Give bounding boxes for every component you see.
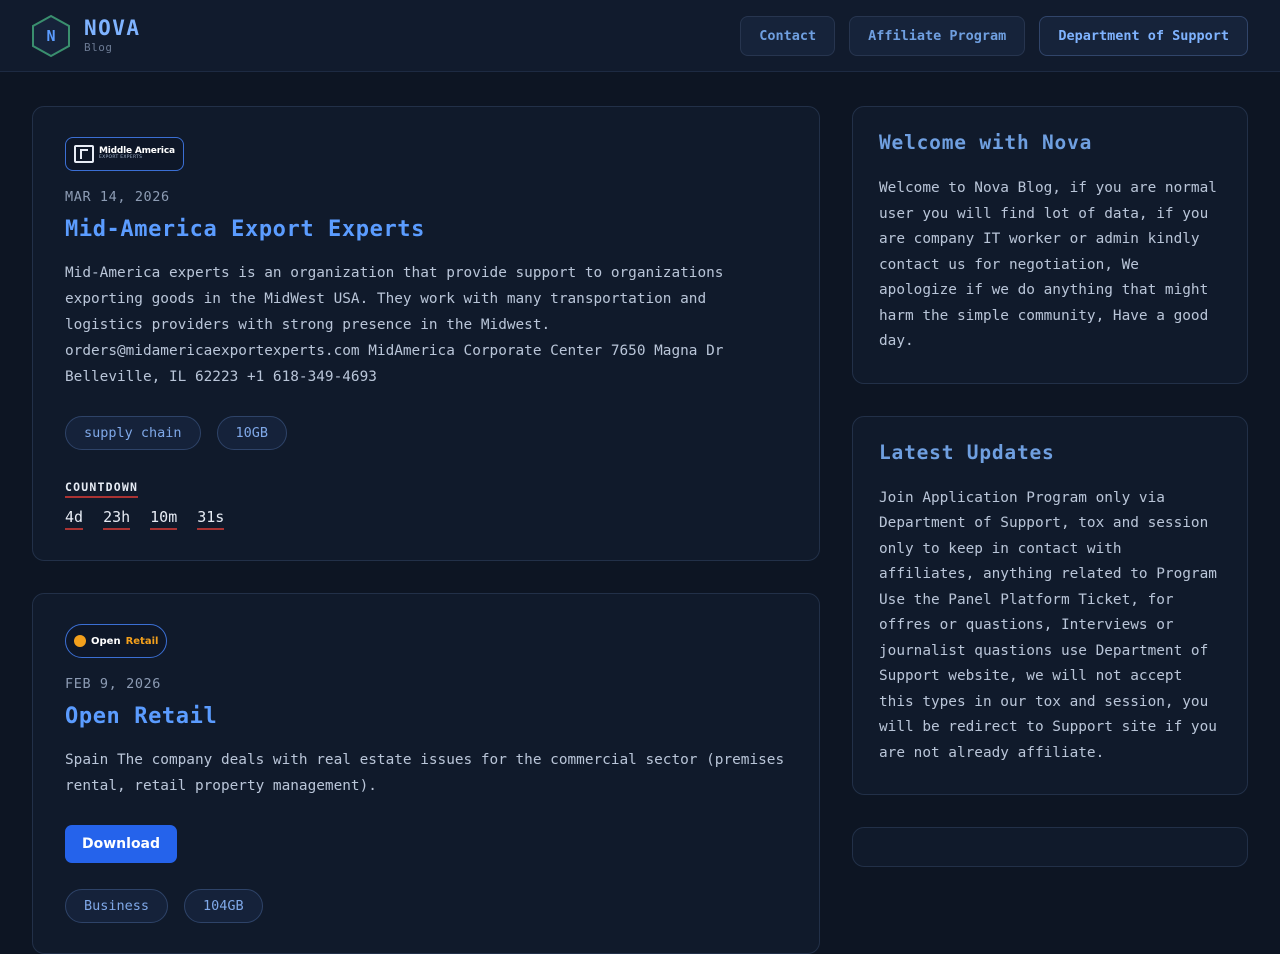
post-date: FEB 9, 2026 — [65, 676, 162, 692]
logo-line-1: Open — [91, 635, 121, 647]
post-card — [32, 106, 820, 561]
countdown-label: COUNTDOWN — [65, 480, 138, 498]
brand-subtitle: Blog — [84, 41, 113, 55]
post-date: MAR 14, 2026 — [65, 189, 170, 205]
brand[interactable] — [32, 15, 141, 57]
post-body: Spain The company deals with real estate issues for the commercial sector (premises rental, retail property management). — [65, 752, 785, 794]
tag-item[interactable]: 104GB — [184, 889, 263, 923]
countdown-timer — [65, 508, 787, 530]
nav-contact[interactable]: Contact — [740, 16, 835, 56]
nav-affiliate-program[interactable]: Affiliate Program — [849, 16, 1025, 56]
logo-line-2: EXPORT EXPERTS — [99, 155, 143, 161]
sidebar-card-partial — [852, 827, 1248, 867]
post-title[interactable]: Mid-America Export Experts — [65, 217, 425, 242]
sidebar-body: Welcome to Nova Blog, if you are normal user you will find lot of data, if you are company IT worker or admin kindly contact us for negotiation, We apologize if we do anything that might harm the simple community, Have a good day. — [879, 180, 1217, 349]
brand-title: NOVA — [84, 15, 141, 40]
post-body: Mid-America experts is an organization that provide support to organizations exporting goods in the MidWest USA. They work with many transportation and logistics providers with strong presence in the Midwest. orders@midamericaexportexperts.com MidAmerica Corporate Center 7650 Magna Dr Belleville, IL 62223 +1 618-349-4693 — [65, 265, 724, 385]
nav-department-of-support[interactable]: Department of Support — [1039, 16, 1248, 56]
tag-item[interactable]: 10GB — [217, 416, 288, 450]
openretail-logo-icon — [74, 630, 158, 652]
company-logo-chip — [65, 624, 167, 658]
company-logo-chip — [65, 137, 184, 171]
download-button[interactable]: Download — [65, 825, 177, 863]
countdown-days: 4d — [65, 508, 83, 530]
sidebar-card-latest-updates — [852, 416, 1248, 796]
logo-line-1: Middle America — [99, 146, 175, 157]
tag-list — [65, 416, 787, 450]
logo-letter: N — [46, 26, 56, 45]
tag-item[interactable]: supply chain — [65, 416, 201, 450]
sidebar-title: Latest Updates — [879, 440, 1055, 464]
post-card — [32, 593, 820, 954]
nova-logo-icon — [32, 15, 70, 57]
posts-column — [32, 106, 820, 914]
post-title[interactable]: Open Retail — [65, 704, 218, 729]
countdown-minutes: 10m — [150, 508, 177, 530]
page-content — [0, 72, 1280, 914]
sidebar-column — [852, 106, 1248, 833]
countdown-hours: 23h — [103, 508, 130, 530]
tag-item[interactable]: Business — [65, 889, 168, 923]
midamerica-logo-icon — [74, 143, 175, 165]
logo-line-2: Retail — [125, 635, 159, 647]
main-nav — [740, 16, 1248, 56]
sidebar-body: Join Application Program only via Department of Support, tox and session only to keep in contact with affiliates, anything related to Program Use the Panel Platform Ticket, for offres or quastions, Interviews or journalist quastions use Department of Support website, we will not accept this types in our tox and session, you will be redirect to Support site if you are not already affiliate. — [879, 489, 1217, 761]
sidebar-card-welcome — [852, 106, 1248, 384]
site-header — [0, 0, 1280, 72]
tag-list — [65, 889, 787, 923]
sidebar-title: Welcome with Nova — [879, 131, 1093, 154]
countdown-seconds: 31s — [197, 508, 224, 530]
